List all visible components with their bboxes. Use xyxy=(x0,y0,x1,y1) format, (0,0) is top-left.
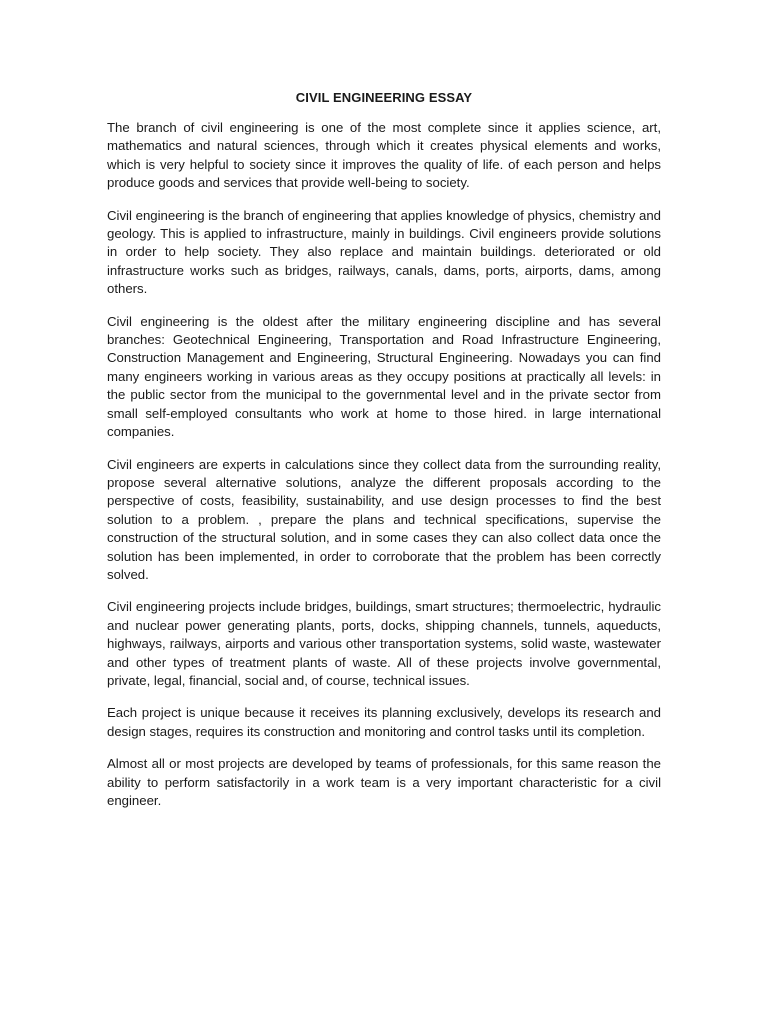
paragraph-4: Civil engineers are experts in calculations since they collect data from the surrounding reality, propose several alternative solutions, analyze the different proposals according to the perspective of costs, feasibility, sustainability, and use design processes to find the best solution to a problem. , prepare the plans and technical specifications, supervise the construction of the structural solution, and in some cases they can also collect data once the solution has been implemented, in order to corroborate that the problem has been correctly solved. xyxy=(107,456,661,582)
paragraph-7: Almost all or most projects are developed by teams of professionals, for this same reason the ability to perform satisfactorily in a work team is a very important characteristic for a civil engineer. xyxy=(107,756,661,808)
paragraph-3: Civil engineering is the oldest after the military engineering discipline and has several branches: Geotechnical Engineering, Transportation and Road Infrastructure Engineering, Construction Management and Engineering, Structural Engineering. Nowadays you can find many engineers working in various areas as they occupy positions at practically all levels: in the public sector from the municipal to the governmental level and in the private sector from small self-employed consultants who work at home to those hired. in large international companies. xyxy=(107,313,661,440)
document-title: CIVIL ENGINEERING ESSAY xyxy=(295,90,473,105)
paragraph-5: Civil engineering projects include bridges, buildings, smart structures; thermoelectric, hydraulic and nuclear power generating plants, ports, docks, shipping channels, tunnels, aqueducts, highways, railways, airports and various other transportation systems, solid waste, wastewater and other types of treatment plants of waste. All of these projects involve governmental, private, legal, financial, social and, of course, technical issues. xyxy=(107,599,661,688)
paragraph-6: Each project is unique because it receives its planning exclusively, develops its research and design stages, requires its construction and monitoring and control tasks until its completion. xyxy=(107,705,661,739)
paragraph-1: The branch of civil engineering is one of the most complete since it applies science, art, mathematics and natural sciences, through which it creates physical elements and works, which is very helpful to society since it improves the quality of life. of each person and helps produce goods and services that provide well-being to society. xyxy=(107,120,661,191)
paragraph-2: Civil engineering is the branch of engineering that applies knowledge of physics, chemistry and geology. This is applied to infrastructure, mainly in buildings. Civil engineers provide solutions in order to help society. They also replace and maintain buildings. deteriorated or old infrastructure works such as bridges, railways, canals, dams, ports, airports, dams, among others. xyxy=(107,207,661,297)
document-page xyxy=(107,89,661,824)
